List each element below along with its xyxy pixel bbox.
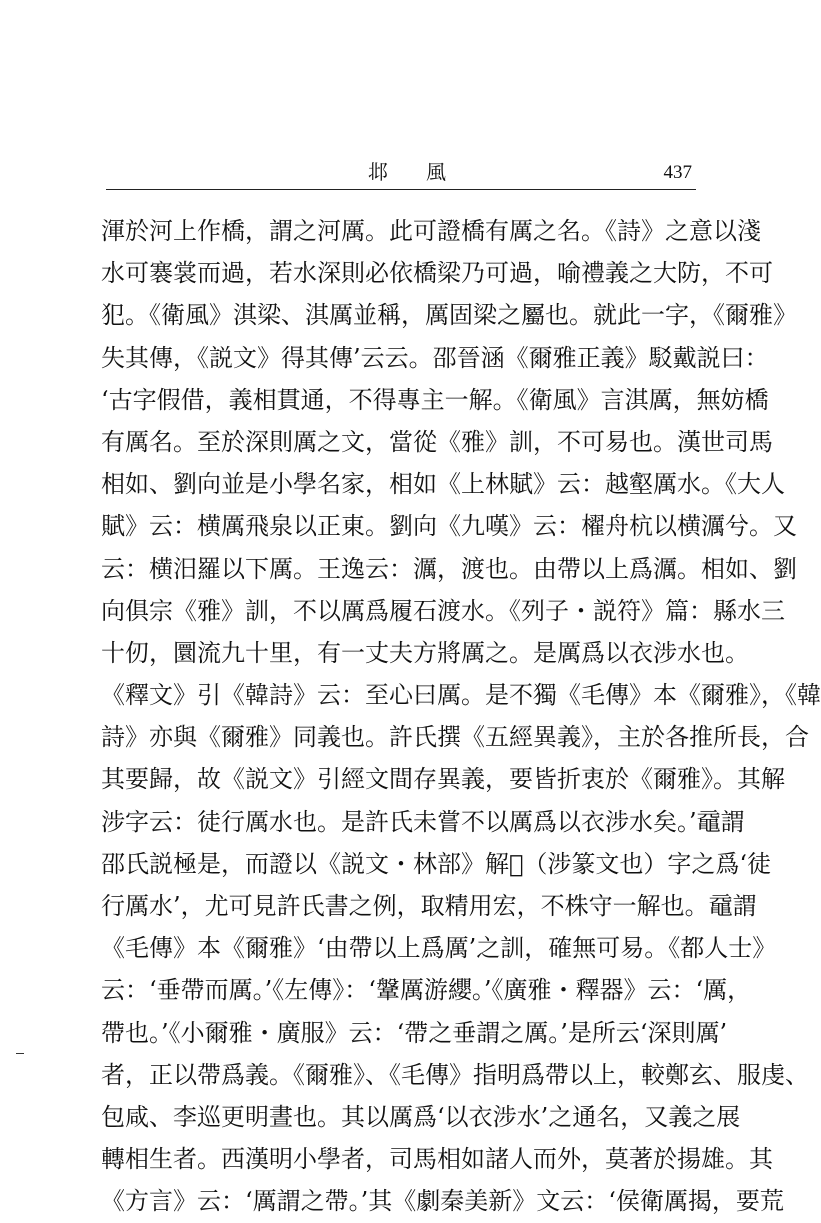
text-line: 涉字云：徒行厲水也。是許氏未嘗不以厲爲以衣涉水矣。’黿謂 bbox=[101, 807, 745, 836]
text-line: 犯。《衛風》淇梁、淇厲並稱，厲固梁之屬也。就此一字，《爾雅》 bbox=[101, 301, 797, 330]
text-line: 水可褰裳而過，若水深則必依橋梁乃可過，喻禮義之大防，不可 bbox=[101, 259, 773, 288]
header-rule bbox=[106, 189, 696, 190]
page-header bbox=[106, 158, 696, 188]
page-number: 437 bbox=[663, 162, 692, 183]
text-line: 賦》云：横厲飛泉以正東。劉向《九嘆》云：櫂舟杭以横濿兮。又 bbox=[101, 512, 797, 541]
text-line: 云：‘垂帶而厲。’《左傳》：‘鞶厲游纓。’《廣雅・釋器》云：‘厲， bbox=[101, 976, 752, 1005]
text-line: 相如、劉向並是小學名家，相如《上林賦》云：越壑厲水。《大人 bbox=[101, 470, 785, 499]
text-line: 向俱宗《雅》訓，不以厲爲履石渡水。《列子・説符》篇：縣水三 bbox=[101, 596, 785, 625]
text-line: 云：横汨羅以下厲。王逸云：濿，渡也。由帶以上爲濿。相如、劉 bbox=[101, 554, 797, 583]
text-line: 有厲名。至於深則厲之文，當從《雅》訓，不可易也。漢世司馬 bbox=[101, 427, 773, 456]
running-title: 邶風 bbox=[368, 160, 484, 184]
text-line: 帶也。’《小爾雅・廣服》云：‘帶之垂謂之厲。’是所云‘深則厲’ bbox=[101, 1018, 728, 1047]
text-line: 渾於河上作橋，謂之河厲。此可證橋有厲之名。《詩》之意以淺 bbox=[101, 217, 761, 245]
text-line: 轉相生者。西漢明小學者，司馬相如諸人而外，莫著於揚雄。其 bbox=[101, 1145, 773, 1174]
text-line: 邵氏説極是，而證以《説文・林部》解𣴉（涉篆文也）字之爲‘徒 bbox=[101, 849, 772, 878]
text-line: 《釋文》引《韓詩》云：至心曰厲。是不獨《毛傳》本《爾雅》，《韓 bbox=[101, 681, 821, 710]
text-line: 其要歸，故《説文》引經文間存異義，要皆折衷於《爾雅》。其解 bbox=[101, 765, 785, 794]
text-line: 行厲水’，尤可見許氏書之例，取精用宏，不株守一解也。黿謂 bbox=[101, 892, 757, 920]
text-line: 《毛傳》本《爾雅》‘由帶以上爲厲’之訓，確無可易。《都人士》 bbox=[101, 934, 777, 963]
text-line: ‘古字假借，義相貫通，不得專主一解。《衛風》言淇厲，無妨橋 bbox=[101, 385, 769, 414]
text-line: 包咸、李巡更明晝也。其以厲爲‘以衣涉水’之通名，又義之展 bbox=[101, 1102, 741, 1131]
margin-tick bbox=[16, 1053, 24, 1054]
text-line: 十仞，圜流九十里，有一丈夫方將厲之。是厲爲以衣涉水也。 bbox=[101, 638, 749, 667]
body-text bbox=[101, 210, 821, 1223]
text-line: 失其傳，《説文》得其傳’云云。邵晉涵《爾雅正義》駁戴説曰： bbox=[101, 343, 769, 372]
text-line: 者，正以帶爲義。《爾雅》、《毛傳》指明爲帶以上，較鄭玄、服虔、 bbox=[101, 1060, 809, 1089]
text-line: 《方言》云：‘厲謂之帶。’其《劇秦美新》文云：‘侯衛厲揭，要荒 bbox=[101, 1187, 784, 1216]
text-line: 詩》亦與《爾雅》同義也。許氏撰《五經異義》，主於各推所長，合 bbox=[101, 723, 809, 752]
